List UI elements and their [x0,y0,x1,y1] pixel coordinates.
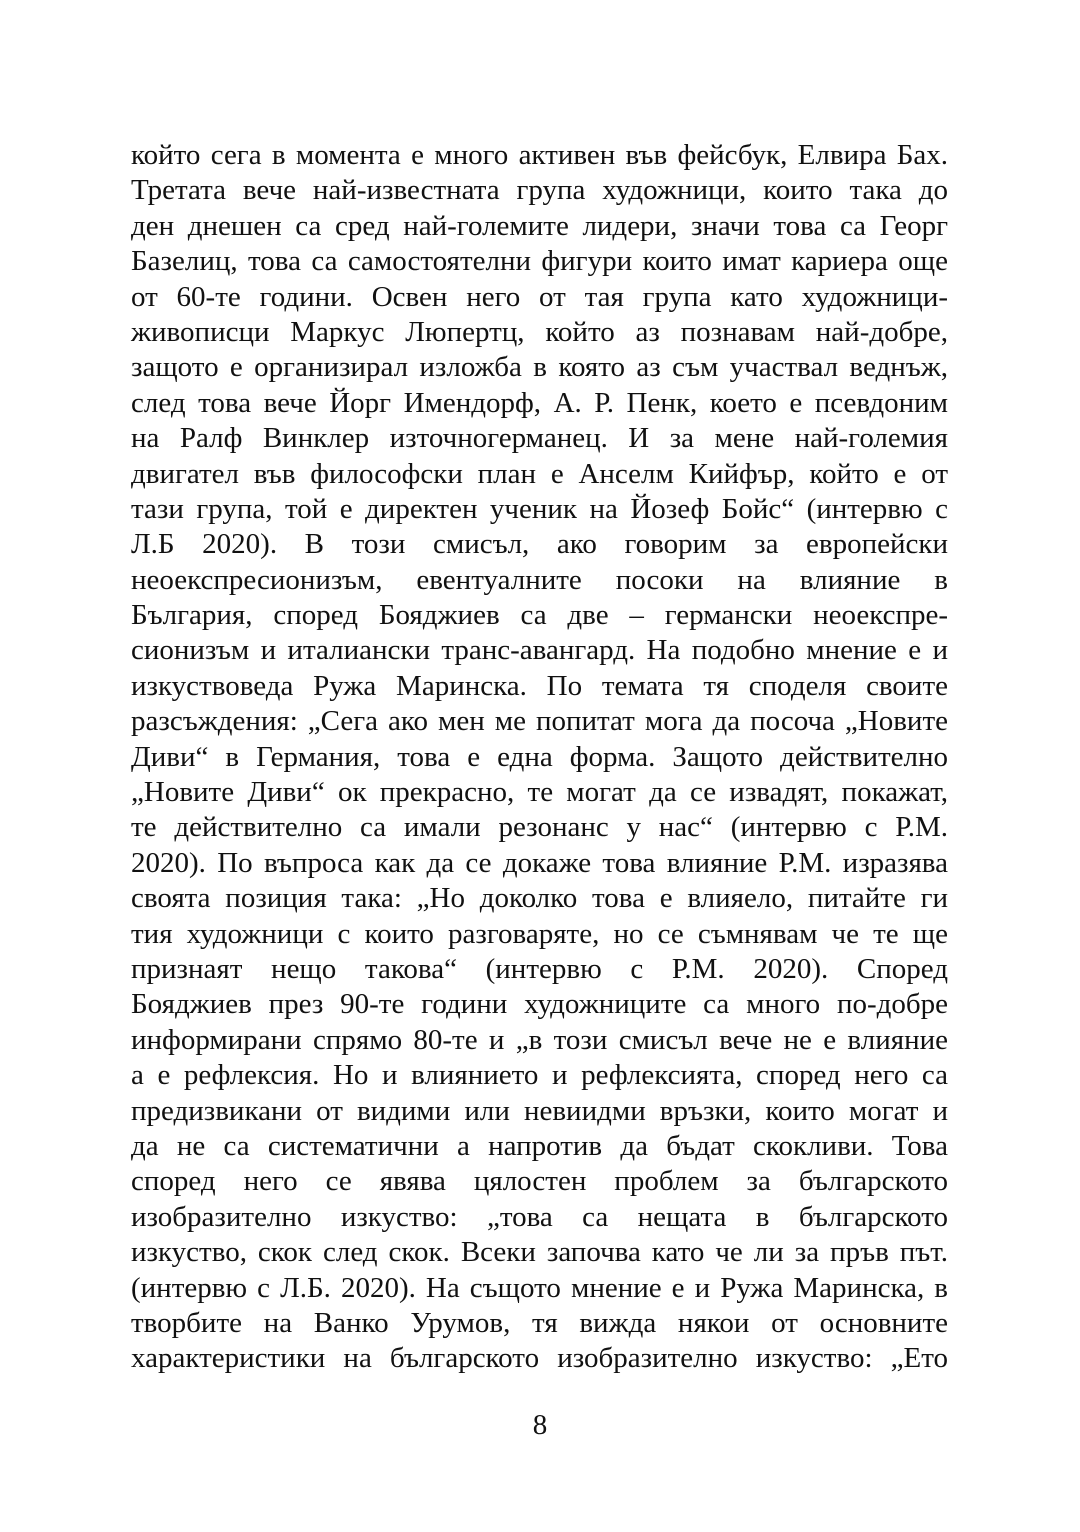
text-line: признаят нещо такова“ (интервю с Р.М. 2020). Според [131,952,948,985]
text-line: изкуство, скок след скок. Всеки започва като че ли за пръв път. [131,1236,948,1269]
text-line: защото е организирал изложба в която аз съм участвал веднъж, [131,351,948,384]
text-line: ден днешен са сред най-големите лидери, значи това са Георг [131,209,948,242]
body-text [131,138,948,1377]
text-line: Третата вече най-известната група художници, които така до [131,174,948,207]
text-line: България, според Бояджиев са две – германски неоекспре- [131,599,948,632]
text-line: да не са систематични а напротив да бъдат скокливи. Това [131,1129,948,1162]
text-line: Диви“ в Германия, това е една форма. Защото действително [131,740,948,773]
text-line: на Ралф Винклер източногерманец. И за мене най-големия [131,422,948,455]
text-line: след това вече Йорг Имендорф, А. Р. Пенк, което е псевдоним [131,386,948,419]
page-number: 8 [532,1409,548,1441]
text-line: тия художници с които разговаряте, но се съмнявам че те ще [131,917,948,950]
text-line: живописци Маркус Люпертц, който аз познавам най-добре, [131,315,948,348]
text-line: творбите на Ванко Урумов, тя вижда някои от основните [131,1306,948,1339]
text-line: неоекспресионизъм, евентуалните посоки на влияние в [131,563,948,596]
text-line: своята позиция така: „Но доколко това е влияело, питайте ги [131,882,948,915]
text-line: двигател във философски план е Анселм Кийфър, който е от [131,457,948,490]
text-line: те действително са имали резонанс у нас“ (интервю с Р.М. [131,811,948,844]
text-line: Базелиц, това са самостоятелни фигури които имат кариера още [131,245,948,278]
text-line: тази група, той е директен ученик на Йозеф Бойс“ (интервю с [131,492,948,525]
text-line: информирани спрямо 80-те и „в този смисъл вече не е влияние [131,1023,948,1056]
text-line: изобразително изкуство: „това са нещата в българското [131,1200,948,1233]
text-line: разсъждения: „Сега ако мен ме попитат мога да посоча „Новите [131,705,948,738]
text-line: изкуствоведа Ружа Маринска. По темата тя споделя своите [131,669,948,702]
text-line: според него се явява цялостен проблем за българското [131,1165,948,1198]
text-line: „Новите Диви“ ок прекрасно, те могат да се извадят, покажат, [131,776,948,809]
text-line: сионизъм и италиански транс-авангард. На подобно мнение е и [131,634,948,667]
text-line: характеристики на българското изобразително изкуство: „Ето [131,1342,948,1375]
text-line: 2020). По въпроса как да се докаже това влияние Р.М. изразява [131,846,948,879]
text-line: от 60-те години. Освен него от тая група като художници- [131,280,948,313]
text-line: Л.Б 2020). В този смисъл, ако говорим за европейски [131,528,948,561]
text-line: а е рефлексия. Но и влиянието и рефлексията, според него са [131,1059,948,1092]
text-line: предизвикани от видими или невиидми връзки, които могат и [131,1094,948,1127]
text-line: който сега в момента е много активен във фейсбук, Елвира Бах. [131,139,948,171]
text-line: Бояджиев през 90-те години художниците са много по-добре [131,988,948,1021]
text-line: (интервю с Л.Б. 2020). На същото мнение е и Ружа Маринска, в [131,1271,948,1304]
